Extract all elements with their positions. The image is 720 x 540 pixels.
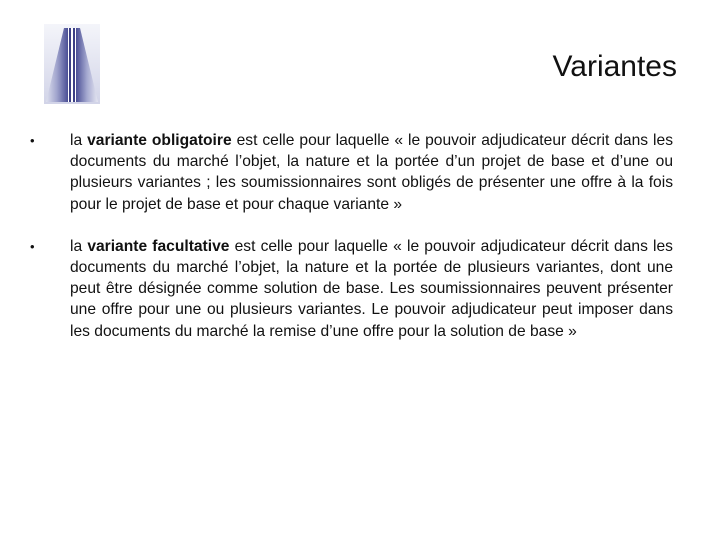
bullet-marker: • [30,238,35,254]
bullet-list [30,130,673,363]
bullet-text [70,132,673,213]
logo-icon [44,24,100,104]
bullet-item-variante-obligatoire [30,130,673,215]
bullet-marker: • [30,133,35,148]
bullet-prefix: la [70,237,88,255]
bullet-definition: est celle pour laquelle « le pouvoir adjudicateur décrit dans les documents du marché l’objet, la nature et la portée de plusieurs variantes, dont une peut être désignée comme solution de base. Les soumissionnaires peuvent présenter une offre pour une ou plusieurs variantes. Le pouvoir adjudicateur peut imposer dans les documents du marché la remise d’une offre pour la solution de base » [70,237,673,340]
bullet-item-variante-facultative [30,236,673,342]
bullet-term: variante facultative [87,237,230,255]
slide-title: Variantes [552,50,677,83]
bullet-definition: est celle pour laquelle « le pouvoir adjudicateur décrit dans les documents du marché l’objet, la nature et la portée d’un projet de base et d’une ou plusieurs variantes ; les soumissionnaires sont obligés de présenter une offre à la fois pour le projet de base et pour chaque variante » [70,132,673,213]
bullet-text [70,238,673,340]
bullet-prefix: la [70,132,88,149]
bullet-term: variante obligatoire [87,132,232,149]
logo-graphic [44,24,100,104]
